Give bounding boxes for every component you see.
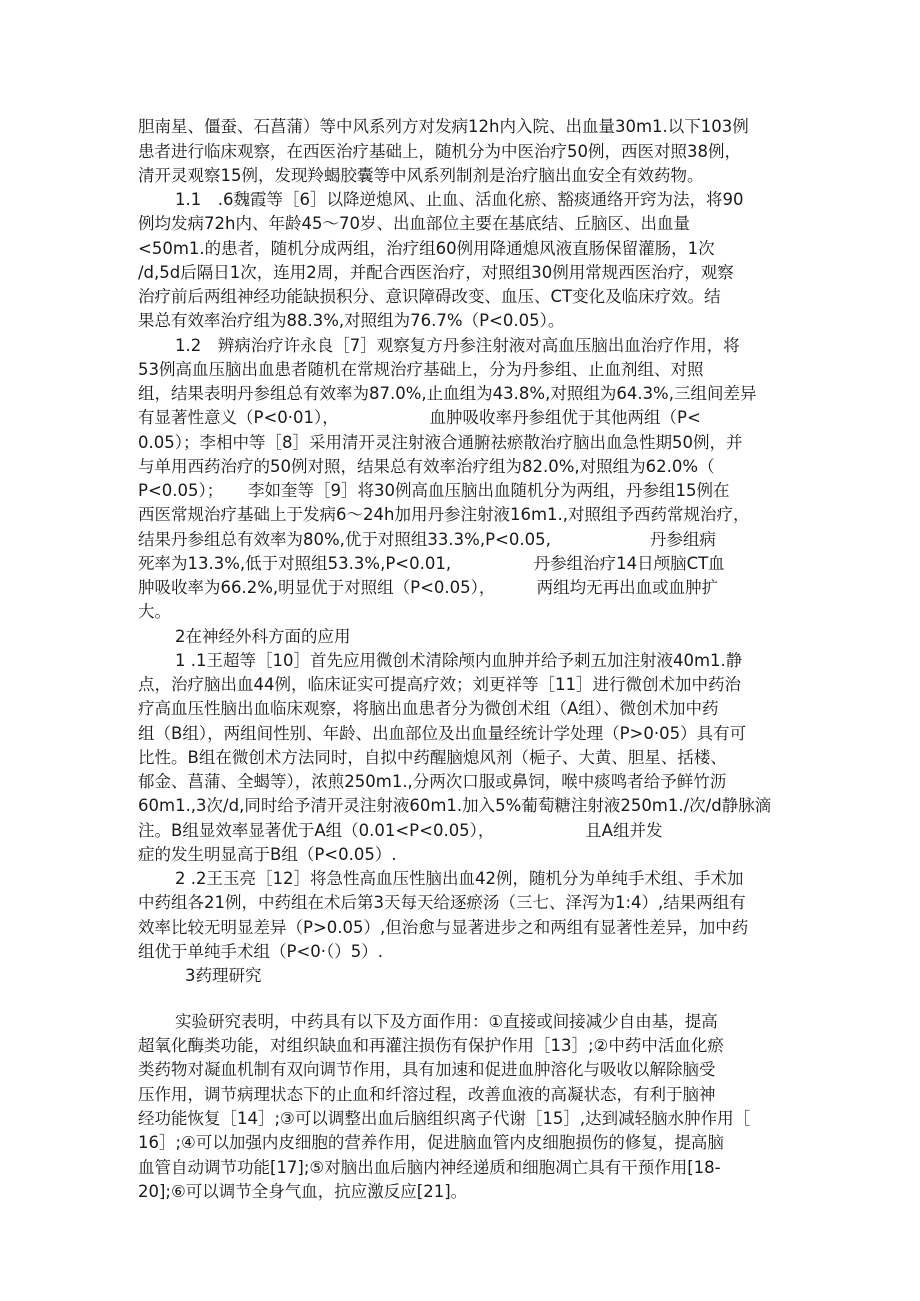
text-line: 1.1 .6魏霞等［6］以降逆熄风、止血、活血化瘀、豁痰通络开窍为法，将90 [175, 190, 744, 209]
text-line: 组，结果表明丹参组总有效率为87.0%,止血组为43.8%,对照组为64.3%,三组间差异 [138, 384, 757, 403]
text-line: 症的发生明显高于B组（P<0.05）. [138, 845, 397, 864]
text-line: 疗高血压性脑出血临床观察，将脑出血患者分为微创术组（A组）、微创术加中药 [138, 699, 719, 718]
text-line: 实验研究表明，中药具有以下及方面作用：①直接或间接减少自由基，提高 [175, 1012, 718, 1031]
text-line: 效率比较无明显差异（P>0.05）,但治愈与显著进步之和两组有显著性差异，加中药 [138, 918, 749, 937]
text-line: 死率为13.3%,低于对照组53.3%,P<0.01, 丹参组治疗14日颅脑CT血 [138, 554, 725, 573]
text-line: 有显著性意义（P<0·01）， 血肿吸收率丹参组优于其他两组（P< [138, 408, 701, 427]
text-line: 2 .2王玉亮［12］将急性高血压性脑出血42例，随机分为单纯手术组、手术加 [175, 869, 744, 888]
text-line: 结果丹参组总有效率为80%,优于对照组33.3%,P<0.05, 丹参组病 [138, 530, 716, 549]
text-line: 比性。B组在微创术方法同时，自拟中药醒脑熄风剂（梔子、大黄、胆星、括楼、 [138, 748, 727, 767]
text-line: 大。 [138, 602, 171, 621]
text-line: 肿吸收率为66.2%,明显优于对照组（P<0.05）， 两组均无再出血或血肿扩 [138, 578, 719, 597]
text-line: 患者进行临床观察，在西医治疗基础上，随机分为中医治疗50例，西医对照38例， [138, 142, 741, 161]
text-line: 20];⑥可以调节全身气血，抗应激反应[21]。 [138, 1182, 468, 1201]
text-line: 胆南星、僵蚕、石菖蒲）等中风系列方对发病12h内入院、出血量30m1.以下103例 [138, 117, 749, 136]
text-line: 53例高血压脑出血患者随机在常规治疗基础上，分为丹参组、止血剂组、对照 [138, 360, 704, 379]
text-line: 西医常规治疗基础上于发病6〜24h加用丹参注射液16m1.,对照组予西药常规治疗， [138, 505, 750, 524]
text-line: 点，治疗脑出血44例，临床证实可提高疗效；刘更祥等［11］进行微创术加中药治 [138, 675, 741, 694]
text-line: 血管自动调节功能[17];⑤对脑出血后脑内神经递质和细胞凋亡具有干预作用[18- [138, 1158, 721, 1177]
text-line: 组优于单纯手术组（P<0·（）5）. [138, 942, 384, 961]
text-line: 1.2 辨病治疗许永良［7］观察复方丹参注射液对高血压脑出血治疗作用，将 [175, 336, 740, 355]
text-line: 果总有效率治疗组为88.3%,对照组为76.7%（P<0.05）。 [138, 311, 565, 330]
text-line: 1 .1王超等［10］首先应用微创术清除颅内血肿并给予刺五加注射液40m1.静 [175, 651, 743, 670]
text-line: 经功能恢复［14］;③可以调整出血后脑组织离子代谢［15］,达到减轻脑水肿作用［ [138, 1109, 751, 1128]
text-line: 60m1.,3次/d,同时给予清开灵注射液60m1.加入5%葡萄糖注射液250m1./次/d静脉滴 [138, 796, 772, 815]
text-line: 治疗前后两组神经功能缺损积分、意识障碍改变、血压、CT变化及临床疗效。结 [138, 287, 721, 306]
text-line: 注。B组显效率显著优于A组（0.01<P<0.05）， 且A组并发 [138, 821, 663, 840]
text-line: 16］;④可以加强内皮细胞的营养作用，促进脑血管内皮细胞损伤的修复，提高脑 [138, 1133, 724, 1152]
section-heading: 3药理研究 [185, 966, 262, 985]
text-line: 与单用西药治疗的50例对照，结果总有效率治疗组为82.0%,对照组为62.0%（ [138, 457, 715, 476]
text-line: 例均发病72h内、年龄45〜70岁、出血部位主要在基底结、丘脑区、出血量 [138, 214, 690, 233]
text-line: 类药物对凝血机制有双向调节作用，具有加速和促进血肿溶化与吸收以解除脑受 [138, 1060, 716, 1079]
text-line: 超氧化酶类功能，对组织缺血和再灌注损伤有保护作用［13］;②中药中活血化瘀 [138, 1036, 724, 1055]
text-line: 中药组各21例，中药组在术后第3天每天给逐瘀汤（三七、泽泻为1:4）,结果两组有 [138, 893, 746, 912]
text-line: 0.05）；李相中等［8］采用清开灵注射液合通腑祛瘀散治疗脑出血急性期50例，并 [138, 433, 743, 452]
text-line: 郁金、菖蒲、全蝎等），浓煎250m1.,分两次口服或鼻饲，喉中痰鸣者给予鲜竹沥 [138, 772, 727, 791]
text-line: P<0.05）； 李如奎等［9］将30例高血压脑出血随机分为两组，丹参组15例在 [138, 481, 730, 500]
section-heading: 2在神经外科方面的应用 [175, 627, 351, 646]
text-line: /d,5d后隔日1次，连用2周，并配合西医治疗，对照组30例用常规西医治疗，观察 [138, 263, 734, 282]
text-line: 压作用，调节病理状态下的止血和纤溶过程，改善血液的高凝状态，有利于脑神 [138, 1085, 716, 1104]
text-line: 组（B组），两组间性别、年龄、出血部位及出血量经统计学处理（P>0·05）具有可 [138, 724, 747, 743]
text-line: <50m1.的患者，随机分成两组，治疗组60例用降通熄风液直肠保留灌肠，1次 [138, 239, 715, 258]
text-line: 清开灵观察15例，发现羚蝎胶囊等中风系列制剂是治疗脑出血安全有效药物。 [138, 166, 704, 185]
